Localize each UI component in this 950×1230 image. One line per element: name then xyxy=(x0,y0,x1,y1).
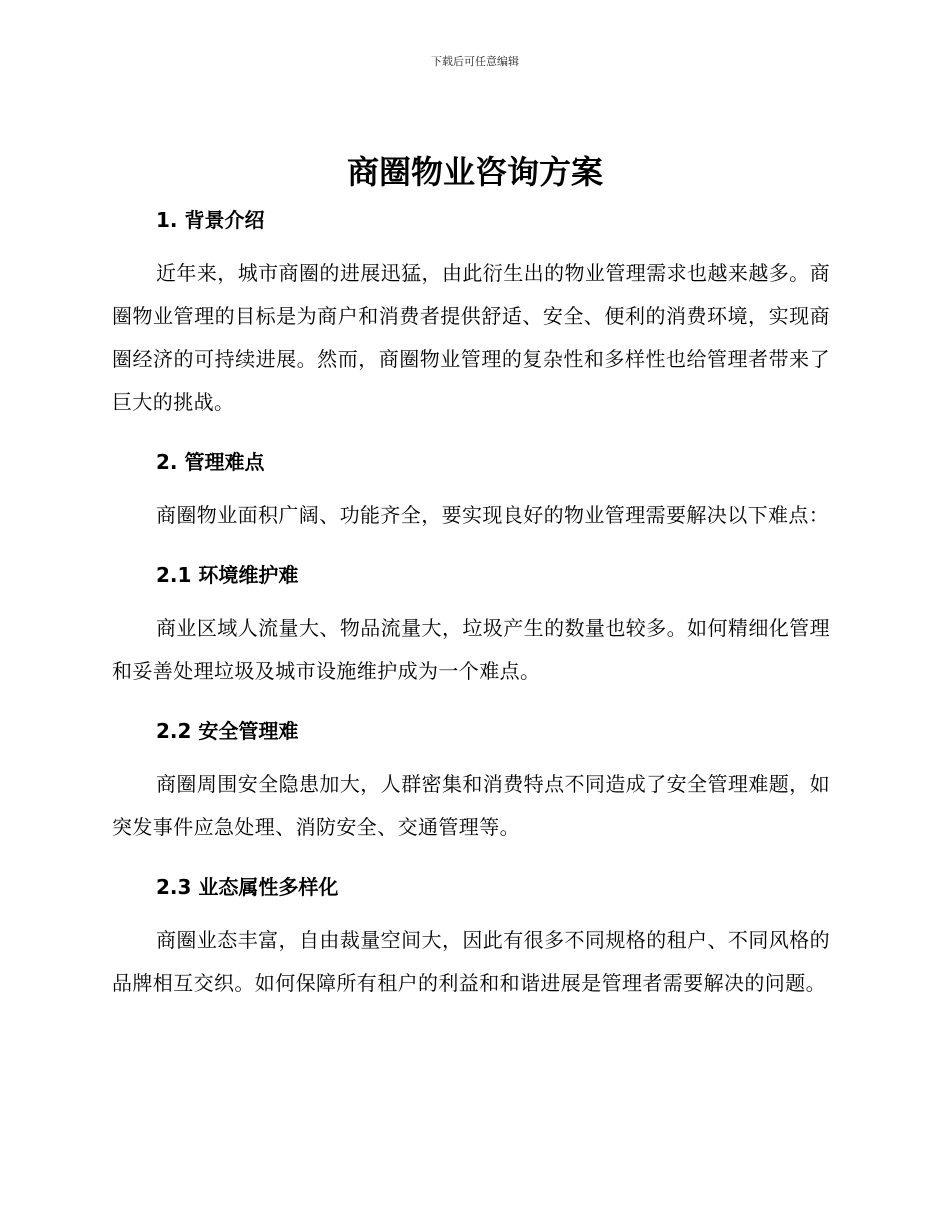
document-title: 商圈物业咨询方案 xyxy=(346,153,603,191)
header-note: 下载后可任意编辑 xyxy=(431,55,519,68)
section-heading-background: 1. 背景介绍 xyxy=(156,208,265,232)
document-body xyxy=(112,200,830,1005)
paragraph-business-types: 商圈业态丰富，自由裁量空间大，因此有很多不同规格的租户、不同风格的品牌相互交织。如何保障所有租户的利益和和谐进展是管理者需要解决的问题。 xyxy=(112,928,830,995)
paragraph-difficulties: 商圈物业面积广阔、功能齐全，要实现良好的物业管理需要解决以下难点： xyxy=(156,503,830,527)
section-heading-difficulties: 2. 管理难点 xyxy=(156,450,265,474)
paragraph-environment: 商业区域人流量大、物品流量大，垃圾产生的数量也较多。如何精细化管理和妥善处理垃圾及城市设施维护成为一个难点。 xyxy=(112,616,830,683)
section-heading-environment: 2.1 环境维护难 xyxy=(156,563,299,587)
paragraph-background: 近年来，城市商圈的进展迅猛，由此衍生出的物业管理需求也越来越多。商圈物业管理的目标是为商户和消费者提供舒适、安全、便利的消费环境，实现商圈经济的可持续进展。然而，商圈物业管理的复杂性和多样性也给管理者带来了巨大的挑战。 xyxy=(112,261,830,414)
section-heading-business-types: 2.3 业态属性多样化 xyxy=(156,875,339,899)
section-heading-safety: 2.2 安全管理难 xyxy=(156,719,299,743)
paragraph-safety: 商圈周围安全隐患加大，人群密集和消费特点不同造成了安全管理难题，如突发事件应急处理、消防安全、交通管理等。 xyxy=(112,772,830,839)
